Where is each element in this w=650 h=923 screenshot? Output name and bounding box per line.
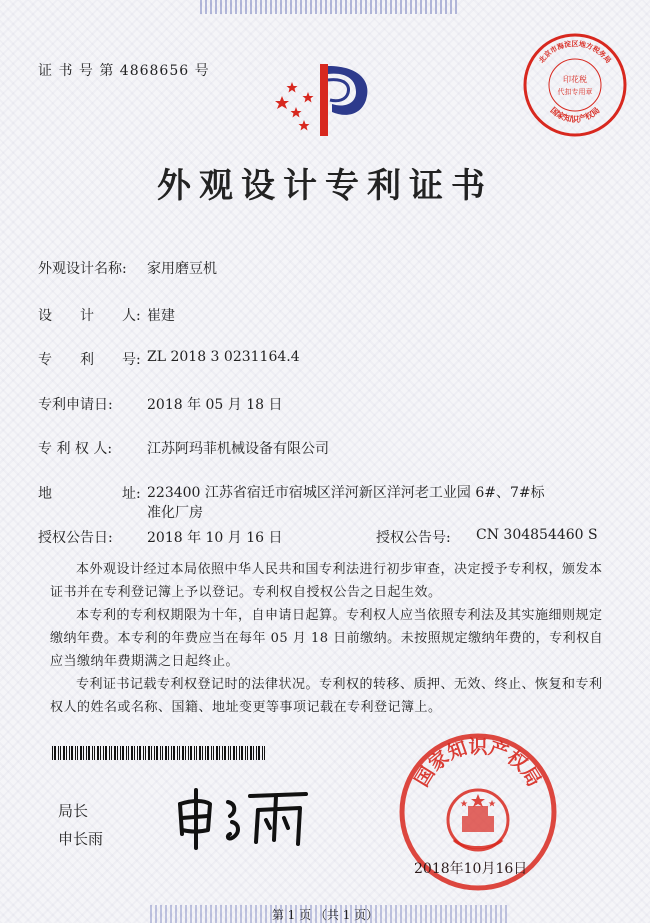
issue-date: 2018年10月16日: [414, 861, 528, 877]
designer-label: 设 计 人:: [38, 308, 141, 324]
certificate-title: 外观设计专利证书: [157, 166, 493, 206]
filing-date-value: 2018 年 05 月 18 日: [147, 397, 283, 413]
svg-text:国家知识产权局: 国家知识产权局: [548, 105, 602, 124]
address-label: 地 址:: [38, 486, 141, 502]
design-name-value: 家用磨豆机: [147, 261, 217, 277]
director-name: 申长雨: [58, 830, 104, 848]
patent-office-logo-icon: [268, 60, 378, 140]
patent-number-label: 专 利 号:: [38, 352, 141, 368]
certificate-number: 证 书 号 第 4868656 号: [38, 63, 210, 79]
body-paragraph-3: 专利证书记载专利权登记时的法律状况。专利权的转移、质押、无效、终止、恢复和专利权人的姓名或名称、国籍、地址变更等事项记载在专利登记簿上。: [50, 677, 603, 715]
grant-date-label: 授权公告日:: [38, 530, 113, 546]
design-name-label: 外观设计名称:: [38, 261, 127, 277]
page-number: 第 1 页 （共 1 页）: [271, 908, 379, 922]
address-value: 223400 江苏省宿迁市宿城区洋河新区洋河老工业园 6#、7#标准化厂房: [147, 485, 545, 521]
filing-date-label: 专利申请日:: [38, 397, 113, 413]
svg-text:国家知识产权局: 国家知识产权局: [410, 736, 546, 791]
patent-number-value: ZL 2018 3 0231164.4: [147, 349, 300, 365]
barcode-icon: [52, 746, 268, 760]
grant-date-value: 2018 年 10 月 16 日: [147, 530, 283, 546]
body-paragraph-1: 本外观设计经过本局依照中华人民共和国专利法进行初步审查，决定授予专利权，颁发本证书并在专利登记簿上予以登记。专利权自授权公告之日起生效。: [50, 562, 603, 600]
grant-number-value: CN 304854460 S: [476, 527, 598, 543]
patentee-label: 专 利 权 人:: [38, 441, 113, 457]
handwritten-signature-icon: [170, 782, 340, 852]
guilloche-border-top: [200, 0, 460, 14]
svg-text:北京市海淀区地方税务局: 北京市海淀区地方税务局: [537, 40, 613, 65]
grant-number-label: 授权公告号:: [376, 530, 451, 546]
svg-text:代扣专用章: 代扣专用章: [557, 88, 593, 96]
tax-stamp-seal-icon: [520, 30, 630, 140]
patentee-value: 江苏阿玛菲机械设备有限公司: [147, 441, 329, 457]
designer-value: 崔建: [147, 308, 175, 324]
body-paragraph-2: 本专利的专利权期限为十年，自申请日起算。专利权人应当依照专利法及其实施细则规定缴纳年费。本专利的年费应当在每年 05 月 18 日前缴纳。未按照规定缴纳年费的，专利权自应当缴纳年费期满之日起终止。: [50, 608, 604, 669]
svg-text:印花税: 印花税: [563, 75, 587, 84]
director-title: 局长: [58, 802, 89, 820]
